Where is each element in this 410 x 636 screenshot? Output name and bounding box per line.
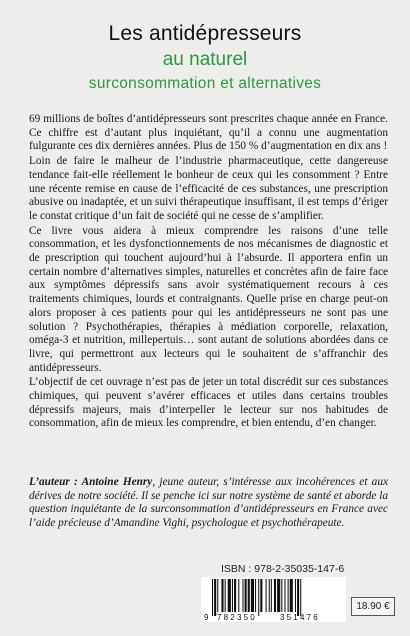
isbn-label: ISBN : 978-2-35035-147-6 [221,563,345,575]
blurb-paragraph-4: L’objectif de cet ouvrage n’est pas de jeter un total discrédit sur ces substances chimiques, qui peuvent s’avérer efficaces et utiles dans certains troubles dépressifs majeurs, mais d’interpeller le lecteur sur nos habitudes de consommation, afin de mieux les comprendre, et bien entendu, d’en changer. [29,376,388,430]
barcode-digits-right: 351476 [280,613,320,622]
blurb-paragraph-1: 69 millions de boîtes d’antidépresseurs sont prescrites chaque année en France. Ce chiffre est d’autant plus inquiétant, qu’il a connu une augmentation fulgurante ces dix dernières années. Plus de 150 % d’augmentation en dix ans ! [29,113,388,153]
barcode [201,577,346,622]
blurb-paragraph-3: Ce livre vous aidera à mieux comprendre les raisons d’une telle consommation, et les dysfonctionnements de nos mécanismes de diagnostic et de prescription qui touchent aujourd’hui à l’absurde. Il apportera enfin un certain nombre d’alternatives simples, naturelles et concrètes afin de faire face aux symptômes dépressifs sans avoir systématiquement recours à ces traitements chimiques, lourds et contraignants. Quelle prise en charge peut-on alors proposer à ces patients pour qui les antidépresseurs ne sont pas une solution ? Psychothérapies, thérapies à médiation corporelle, relaxation, oméga-3 et nutrition, millepertuis… sont autant de solutions abordées dans ce livre, qui permettront aux lecteurs qui le souhaitent de s’affranchir des antidépresseurs. [29,224,388,374]
blurb-paragraph-2: Loin de faire le malheur de l’industrie pharmaceutique, cette dangereuse tendance fait-elle réellement le bonheur de ceux qui les consomment ? Entre une récente remise en cause de l’efficacité de ces substances, une prescription abusive ou inadaptée, et un suivi thérapeutique insuffisant, il est temps d’ériger le constat critique d’un fait de société qui ne cesse de s’amplifier. [29,155,388,222]
book-title: Les antidépresseurs [108,22,302,45]
price-sticker: 18.90 € [351,597,395,616]
book-subtitle: surconsommation et alternatives [88,75,322,92]
author-bio-text: , jeune auteur, s’intéresse aux incohérences et aux dérives de notre société. Il se penche ici sur notre système de santé et aborde la question inquiétante de la surconsommation d’antidépresseurs en France avec l’aide précieuse d’Amandine Vighi, psychologue et psychothérapeute. [29,476,388,530]
author-label: L’auteur : Antoine Henry [29,476,153,488]
barcode-digits-left: 782350 [217,613,257,622]
barcode-digit-first: 9 [204,613,209,622]
author-bio [29,476,388,531]
blurb-text [29,113,388,431]
book-title-accent: au naturel [162,49,248,70]
